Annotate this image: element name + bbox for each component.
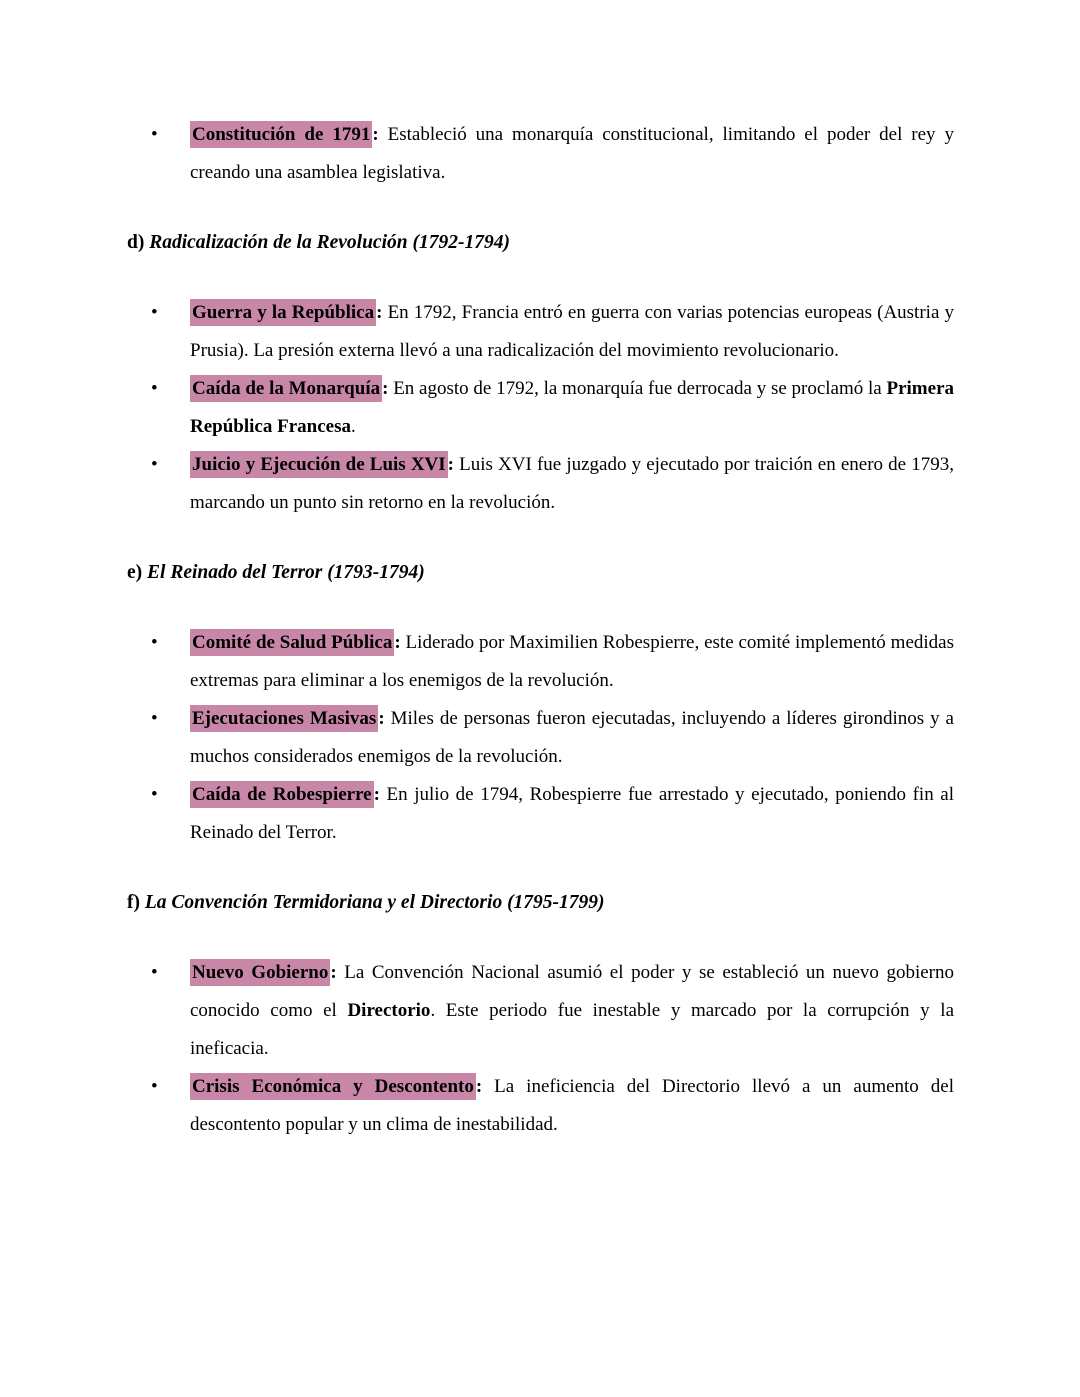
section-heading [127,554,954,592]
bullet-list [127,294,954,522]
list-item [127,1068,954,1144]
list-item [127,624,954,700]
body-text: Miles de personas fueron ejecutadas, incluyendo a líderes girondinos y a muchos considerados enemigos de la revolución. [190,708,954,767]
heading-prefix: d) [127,232,150,253]
body-text: Luis XVI fue juzgado y ejecutado por traición en enero de 1793, marcando un punto sin retorno en la revolución. [190,454,954,513]
highlighted-term: Ejecutaciones Masivas [190,705,378,732]
heading-prefix: f) [127,892,145,913]
highlighted-term: Nuevo Gobierno [190,959,330,986]
list-item [127,294,954,370]
section-heading [127,224,954,262]
body-text: La Convención Nacional asumió el poder y se estableció un nuevo gobierno conocido como el [190,962,954,1021]
heading-prefix: e) [127,562,148,583]
term-separator: : [475,1076,483,1097]
list-item [127,700,954,776]
body-text: En 1792, Francia entró en guerra con varias potencias europeas (Austria y Prusia). La presión externa llevó a una radicalización del movimiento revolucionario. [190,302,954,361]
highlighted-term: Comité de Salud Pública [190,629,394,656]
list-item [127,370,954,446]
highlighted-term: Guerra y la República [190,299,376,326]
list-item [127,776,954,852]
list-item [127,116,954,192]
highlighted-term: Juicio y Ejecución de Luis XVI [190,451,448,478]
term-separator: : [330,962,337,983]
body-text: En agosto de 1792, la monarquía fue derrocada y se proclamó la [388,378,887,399]
heading-title: El Reinado del Terror (1793-1794) [147,562,425,583]
highlighted-term: Caída de Robespierre [190,781,374,808]
heading-title: Radicalización de la Revolución (1792-1794) [149,232,510,253]
body-text: . Este periodo fue inestable y marcado por la corrupción y la ineficacia. [190,1000,954,1059]
list-item [127,446,954,522]
body-text: Estableció una monarquía constitucional, limitando el poder del rey y creando una asamblea legislativa. [190,124,954,183]
heading-title: La Convención Termidoriana y el Directorio (1795-1799) [144,892,605,913]
body-text: . [350,416,356,437]
term-separator: : [394,632,401,653]
body-text: La ineficiencia del Directorio llevó a un aumento del descontento popular y un clima de inestabilidad. [190,1076,954,1135]
bullet-list [127,116,954,192]
bold-inline-term: Primera República Francesa [190,378,954,437]
term-separator: : [376,302,383,323]
list-item [127,954,954,1068]
term-separator: : [372,124,379,145]
bullet-list [127,954,954,1144]
body-text: En julio de 1794, Robespierre fue arrestado y ejecutado, poniendo fin al Reinado del Terror. [190,784,954,843]
body-text: Liderado por Maximilien Robespierre, este comité implementó medidas extremas para eliminar a los enemigos de la revolución. [190,632,954,691]
highlighted-term: Constitución de 1791 [190,121,372,148]
highlighted-term: Caída de la Monarquía [190,375,382,402]
term-separator: : [447,454,454,475]
highlighted-term: Crisis Económica y Descontento [190,1073,476,1100]
bold-inline-term: Directorio [347,1000,431,1021]
section-heading [127,884,954,922]
term-separator: : [373,784,380,805]
term-separator: : [378,708,385,729]
bullet-list [127,624,954,852]
term-separator: : [382,378,389,399]
